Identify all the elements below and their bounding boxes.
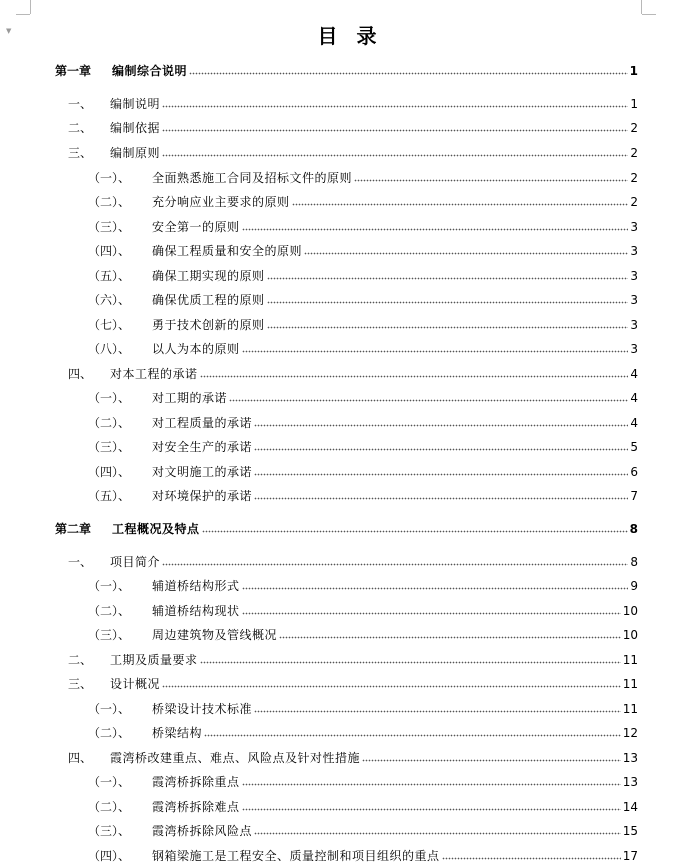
toc-dot-leader [202,530,628,534]
toc-entry-title: 钢箱梁施工是工程安全、质量控制和项目组织的重点 [152,849,440,863]
toc-entry-page: 10 [622,604,638,618]
toc-dot-leader [242,808,621,812]
toc-entry-number: 第二章 [55,522,92,536]
toc-entry-number: （三）、 [88,220,131,234]
toc-entry-title: 霞湾桥拆除重点 [152,775,240,789]
toc-dot-leader [254,832,621,836]
toc-dot-leader [267,301,629,305]
toc-entry-page: 11 [622,702,638,716]
page-title: 目 录 [317,24,383,48]
toc-entry-title: 确保工程质量和安全的原则 [152,244,303,258]
toc-entry[interactable] [0,341,677,357]
toc-entry-number: （四）、 [88,244,131,258]
toc-dot-leader [354,179,628,183]
toc-entry-number: （四）、 [88,465,131,479]
toc-entry[interactable] [0,488,677,504]
toc-entry-page: 6 [630,465,638,479]
toc-entry-number: （二）、 [88,416,131,430]
toc-entry[interactable] [0,823,677,839]
toc-entry-title: 确保工期实现的原则 [152,269,265,283]
toc-entry-number: （一）、 [88,391,131,405]
toc-entry[interactable] [0,145,677,161]
toc-entry-number: （二）、 [88,195,131,209]
toc-entry-title: 充分响应业主要求的原则 [152,195,290,209]
toc-entry-title: 霞湾桥拆除风险点 [152,824,253,838]
toc-entry-number: 一、 [68,555,93,569]
toc-entry-title: 霞湾桥拆除难点 [152,800,240,814]
toc-entry[interactable] [0,848,677,864]
toc-entry-number: 三、 [68,146,93,160]
toc-entry[interactable] [0,170,677,186]
toc-entry-title: 确保优质工程的原则 [152,293,265,307]
toc-entry-page: 15 [622,824,638,838]
toc-entry-number: （二）、 [88,604,131,618]
toc-entry-page: 17 [622,849,638,863]
toc-entry-title: 勇于技术创新的原则 [152,318,265,332]
toc-entry-title: 安全第一的原则 [152,220,240,234]
toc-entry[interactable] [0,439,677,455]
toc-entry-title: 编制综合说明 [112,64,188,78]
toc-entry-number: （一）、 [88,579,131,593]
toc-entry-page: 11 [622,677,638,691]
toc-dot-leader [254,710,621,714]
toc-dot-leader [162,105,628,109]
toc-dot-leader [229,399,628,403]
toc-dot-leader [242,350,629,354]
toc-entry-page: 3 [630,342,638,356]
toc-dot-leader [189,72,628,76]
toc-entry-title: 以人为本的原则 [152,342,240,356]
toc-entry[interactable] [0,390,677,406]
caret-down-icon: ▼ [6,27,12,35]
toc-dot-leader [292,203,629,207]
toc-entry[interactable] [0,676,677,692]
toc-dot-leader [254,448,628,452]
toc-entry[interactable] [0,578,677,594]
toc-dot-leader [304,252,628,256]
toc-entry-title: 辅道桥结构现状 [152,604,240,618]
toc-dot-leader [254,497,628,501]
toc-dot-leader [162,129,628,133]
toc-entry-title: 全面熟悉施工合同及招标文件的原则 [152,171,353,185]
toc-entry[interactable] [0,219,677,235]
toc-entry-number: （五）、 [88,489,131,503]
toc-entry-page: 12 [622,726,638,740]
toc-entry-title: 周边建筑物及管线概况 [152,628,278,642]
toc-entry-number: 一、 [68,97,93,111]
toc-entry[interactable] [0,603,677,619]
toc-entry-number: （四）、 [88,849,131,863]
toc-entry-number: （一）、 [88,775,131,789]
toc-entry-title: 编制说明 [110,97,161,111]
toc-entry[interactable] [0,554,677,570]
toc-entry-number: 第一章 [55,64,92,78]
toc-entry-page: 9 [630,579,638,593]
toc-entry[interactable] [0,652,677,668]
toc-entry-title: 编制原则 [110,146,161,160]
toc-entry-number: （二）、 [88,800,131,814]
toc-entry-page: 3 [630,293,638,307]
toc-entry-page: 14 [622,800,638,814]
toc-dot-leader [254,424,628,428]
toc-entry-number: 四、 [68,751,93,765]
toc-entry-page: 1 [629,64,638,78]
toc-entry-number: （一）、 [88,171,131,185]
toc-entry[interactable] [0,750,677,766]
toc-entry[interactable] [0,96,677,112]
toc-entry-number: 三、 [68,677,93,691]
toc-entry-page: 2 [630,171,638,185]
toc-entry-title: 霞湾桥改建重点、难点、风险点及针对性措施 [110,751,361,765]
toc-entry-title: 对本工程的承诺 [110,367,198,381]
toc-entry-title: 编制依据 [110,121,161,135]
toc-entry[interactable] [0,774,677,790]
toc-entry-title: 工程概况及特点 [112,522,200,536]
toc-entry-title: 辅道桥结构形式 [152,579,240,593]
toc-entry-page: 11 [622,653,638,667]
toc-entry-page: 10 [622,628,638,642]
toc-entry-title: 工期及质量要求 [110,653,198,667]
toc-entry[interactable] [0,799,677,815]
toc-entry[interactable] [0,194,677,210]
toc-entry-title: 项目简介 [110,555,161,569]
toc-dot-leader [204,734,621,738]
toc-entry-title: 设计概况 [110,677,161,691]
toc-entry-number: （六）、 [88,293,131,307]
toc-entry[interactable] [0,243,677,259]
toc-entry-number: （三）、 [88,824,131,838]
toc-entry-page: 3 [630,269,638,283]
toc-dot-leader [162,154,628,158]
toc-dot-leader [242,783,621,787]
toc-entry-page: 2 [630,146,638,160]
toc-entry-title: 对安全生产的承诺 [152,440,253,454]
toc-dot-leader [279,636,621,640]
toc-entry[interactable] [0,627,677,643]
toc-dot-leader [200,375,629,379]
toc-entry-number: （二）、 [88,726,131,740]
toc-entry-title: 桥梁结构 [152,726,203,740]
toc-entry[interactable] [0,120,677,136]
toc-entry-title: 桥梁设计技术标准 [152,702,253,716]
toc-entry[interactable] [0,366,677,382]
toc-entry-page: 5 [630,440,638,454]
toc-entry-page: 4 [630,367,638,381]
toc-entry-title: 对工程质量的承诺 [152,416,253,430]
toc-entry-page: 13 [622,751,638,765]
toc-entry-page: 7 [630,489,638,503]
toc-dot-leader [442,857,621,861]
toc-entry-number: 二、 [68,653,93,667]
toc-entry[interactable] [0,701,677,717]
toc-entry-number: 四、 [68,367,93,381]
toc-entry-page: 1 [630,97,638,111]
toc-entry[interactable] [0,63,677,79]
toc-dot-leader [162,563,628,567]
toc-dot-leader [242,612,621,616]
toc-entry-page: 3 [630,318,638,332]
toc-entry-number: （五）、 [88,269,131,283]
toc-entry-title: 对工期的承诺 [152,391,228,405]
toc-entry[interactable] [0,317,677,333]
toc-entry[interactable] [0,268,677,284]
toc-entry-title: 对环境保护的承诺 [152,489,253,503]
toc-dot-leader [162,685,621,689]
toc-entry-number: 二、 [68,121,93,135]
toc-dot-leader [267,326,629,330]
toc-dot-leader [267,277,629,281]
toc-entry[interactable] [0,521,677,537]
toc-entry[interactable] [0,464,677,480]
toc-entry[interactable] [0,725,677,741]
toc-entry-number: （八）、 [88,342,131,356]
toc-entry-page: 8 [630,555,638,569]
toc-entry-page: 3 [630,220,638,234]
toc-entry-number: （一）、 [88,702,131,716]
toc-entry-page: 4 [630,391,638,405]
toc-dot-leader [200,661,621,665]
toc-dot-leader [362,759,621,763]
toc-entry-page: 2 [630,121,638,135]
toc-entry[interactable] [0,292,677,308]
toc-entry-title: 对文明施工的承诺 [152,465,253,479]
toc-entry-page: 4 [630,416,638,430]
toc-entry-number: （三）、 [88,628,131,642]
toc-dot-leader [242,587,629,591]
toc-entry-page: 8 [629,522,638,536]
toc-entry-page: 13 [622,775,638,789]
toc-entry-page: 2 [630,195,638,209]
toc-entry-number: （三）、 [88,440,131,454]
toc-entry-page: 3 [630,244,638,258]
toc-entry-number: （七）、 [88,318,131,332]
toc-dot-leader [242,228,629,232]
toc-entry[interactable] [0,415,677,431]
toc-dot-leader [254,473,628,477]
